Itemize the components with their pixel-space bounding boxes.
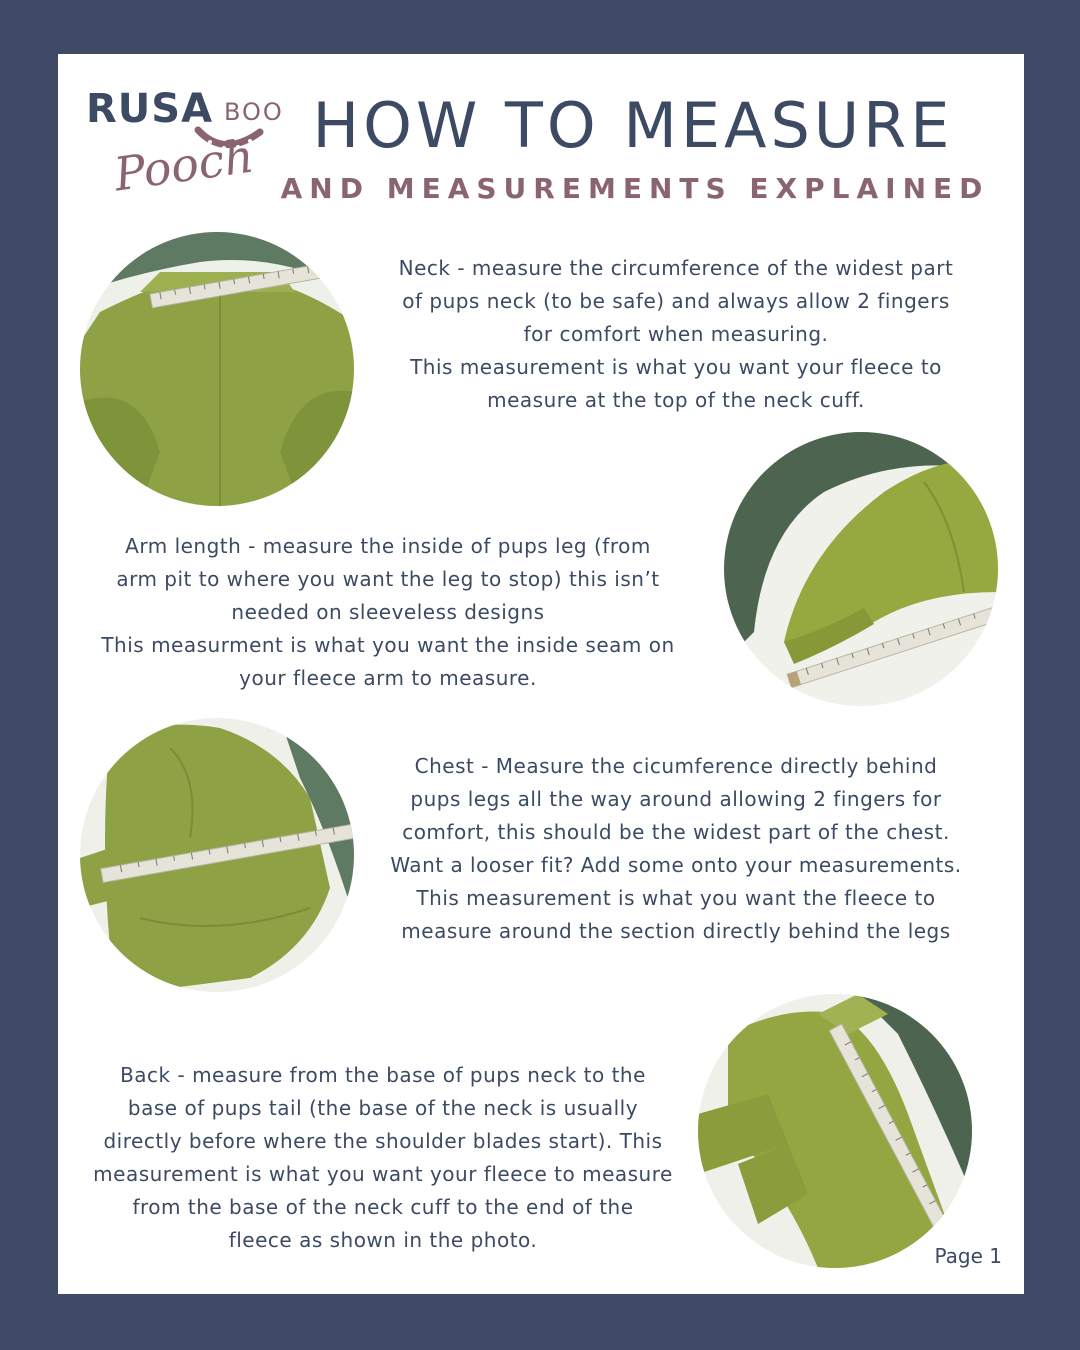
logo-pooch-text: Pooch [110, 128, 257, 202]
chest-line: comfort, this should be the widest part of the chest. [402, 820, 950, 844]
back-line: from the base of the neck cuff to the end of the [132, 1195, 634, 1219]
chest-line: Want a looser fit? Add some onto your measurements. [390, 853, 962, 877]
neck-photo [80, 232, 354, 506]
back-line: directly before where the shoulder blades start). This [103, 1129, 663, 1153]
back-photo [698, 994, 972, 1268]
page-number: Page 1 [934, 1244, 1002, 1268]
arm-line: Arm length - measure the inside of pups leg (from [125, 534, 651, 558]
arm-line: needed on sleeveless designs [231, 600, 545, 624]
back-line: base of pups tail (the base of the neck is usually [127, 1096, 639, 1120]
chest-photo [80, 718, 354, 992]
arm-line: your fleece arm to measure. [239, 666, 537, 690]
neck-instructions [376, 252, 976, 417]
page-subtitle: AND MEASUREMENTS EXPLAINED [280, 172, 990, 205]
logo-boo-text: BOO [224, 98, 284, 126]
neck-line: of pups neck (to be safe) and always allow 2 fingers [402, 289, 950, 313]
chest-line: measure around the section directly behind the legs [401, 919, 951, 943]
neck-line: measure at the top of the neck cuff. [487, 388, 865, 412]
info-card [58, 54, 1024, 1294]
arm-line: arm pit to where you want the leg to stop) this isn’t [116, 567, 660, 591]
chest-line: pups legs all the way around allowing 2 fingers for [410, 787, 942, 811]
brand-logo [86, 84, 286, 224]
back-line: Back - measure from the base of pups neck to the [120, 1063, 646, 1087]
arm-photo [724, 432, 998, 706]
neck-line: Neck - measure the circumference of the widest part [398, 256, 954, 280]
arm-line: This measurment is what you want the inside seam on [101, 633, 675, 657]
back-instructions [78, 1059, 688, 1257]
chest-line: This measurement is what you want the fleece to [416, 886, 936, 910]
page-title: HOW TO MEASURE [312, 89, 954, 162]
chest-line: Chest - Measure the cicumference directly behind [414, 754, 938, 778]
back-line: measurement is what you want your fleece to measure [93, 1162, 673, 1186]
arm-instructions [78, 530, 698, 695]
neck-line: This measurement is what you want your fleece to [410, 355, 942, 379]
chest-instructions [376, 750, 976, 948]
back-line: fleece as shown in the photo. [228, 1228, 538, 1252]
logo-rusa-text: RUSA [86, 86, 214, 132]
neck-line: for comfort when measuring. [523, 322, 829, 346]
